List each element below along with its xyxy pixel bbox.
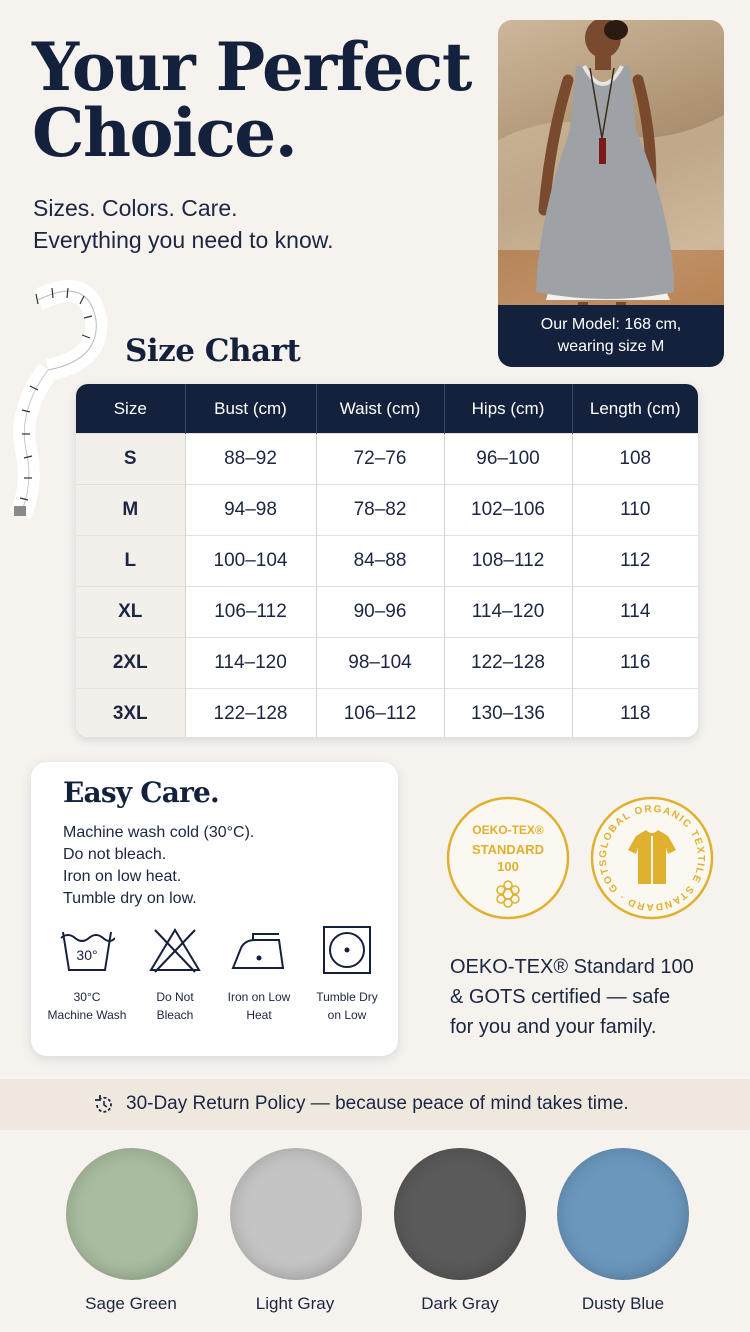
label-line: 30°C — [73, 990, 101, 1004]
care-line: Do not bleach. — [63, 846, 167, 863]
care-item-wash — [43, 926, 131, 1024]
subtitle-line-2: Everything you need to know. — [33, 227, 334, 253]
swatch-label: Light Gray — [255, 1294, 335, 1313]
return-policy-text: 30-Day Return Policy — because peace of mind takes time. — [126, 1093, 629, 1114]
bust-cell: 88–92 — [185, 434, 316, 485]
length-cell: 112 — [572, 536, 698, 587]
model-caption-line-1: Our Model: 168 cm, — [540, 316, 682, 333]
header-bust: Bust (cm) — [185, 384, 316, 434]
gots-ring-text: GLOBAL ORGANIC TEXTILE STANDARD · GOTS — [597, 803, 707, 913]
model-caption-line-2: wearing size M — [557, 338, 665, 355]
title-line-1: Your Perfect — [32, 28, 471, 106]
page-title — [32, 28, 471, 172]
header-length: Length (cm) — [572, 384, 698, 434]
hips-cell: 102–106 — [444, 485, 572, 536]
table-row — [76, 485, 698, 536]
oeko-line-2: STANDARD — [472, 842, 544, 857]
label-line: on Low — [327, 1008, 367, 1022]
care-icon-label — [43, 988, 131, 1024]
bust-cell: 114–120 — [185, 638, 316, 689]
waist-cell: 98–104 — [316, 638, 444, 689]
bust-cell: 106–112 — [185, 587, 316, 638]
care-icon-label — [215, 988, 303, 1024]
hips-cell: 130–136 — [444, 689, 572, 738]
length-cell: 114 — [572, 587, 698, 638]
care-title: Easy Care. — [63, 776, 220, 809]
length-cell: 116 — [572, 638, 698, 689]
care-line: Tumble dry on low. — [63, 890, 197, 907]
table-row — [76, 536, 698, 587]
care-item-iron — [215, 926, 303, 1024]
size-chart-title: Size Chart — [125, 333, 301, 369]
size-cell: M — [76, 485, 185, 536]
size-cell: L — [76, 536, 185, 587]
model-caption — [498, 305, 724, 367]
care-icon-label — [303, 988, 391, 1024]
bust-cell: 100–104 — [185, 536, 316, 587]
care-item-dry — [303, 926, 391, 1024]
hips-cell: 96–100 — [444, 434, 572, 485]
waist-cell: 72–76 — [316, 434, 444, 485]
length-cell: 118 — [572, 689, 698, 738]
model-photo — [498, 20, 724, 367]
bust-cell: 94–98 — [185, 485, 316, 536]
swatch-dusty-blue[interactable] — [557, 1148, 689, 1280]
label-line: Do Not — [156, 990, 194, 1004]
swatch-label: Sage Green — [85, 1294, 177, 1313]
size-cell: 3XL — [76, 689, 185, 738]
bust-cell: 122–128 — [185, 689, 316, 738]
cert-line-3: for you and your family. — [450, 1016, 657, 1038]
table-row — [76, 587, 698, 638]
subtitle — [33, 192, 333, 256]
label-line: Bleach — [156, 1008, 194, 1022]
wash-temp-text: 30° — [76, 947, 98, 963]
swatch-label: Dusty Blue — [581, 1294, 665, 1313]
table-row — [76, 638, 698, 689]
hips-cell: 122–128 — [444, 638, 572, 689]
oeko-tex-badge-icon — [446, 796, 570, 920]
swatch-sage-green[interactable] — [66, 1148, 198, 1280]
tumble-dry-low-icon — [319, 926, 375, 974]
oeko-line-3: 100 — [497, 859, 519, 874]
cert-line-2: & GOTS certified — safe — [450, 986, 671, 1008]
return-policy-banner — [0, 1079, 750, 1130]
title-line-2: Choice. — [32, 94, 297, 172]
header-size: Size — [76, 384, 185, 434]
swatch-light-gray[interactable] — [230, 1148, 362, 1280]
certification-text — [450, 952, 740, 1042]
header-hips: Hips (cm) — [444, 384, 572, 434]
label-line: Heat — [246, 1008, 272, 1022]
care-item-bleach — [131, 926, 219, 1024]
size-chart-table — [76, 384, 698, 737]
gots-badge-icon — [590, 796, 714, 920]
subtitle-line-1: Sizes. Colors. Care. — [33, 195, 238, 221]
label-line: Tumble Dry — [316, 990, 378, 1004]
care-line: Iron on low heat. — [63, 868, 182, 885]
machine-wash-30-icon — [59, 926, 115, 974]
length-cell: 108 — [572, 434, 698, 485]
care-icon-label — [131, 988, 219, 1024]
label-line: Iron on Low — [227, 990, 291, 1004]
oeko-line-1: OEKO-TEX® — [472, 823, 544, 837]
waist-cell: 106–112 — [316, 689, 444, 738]
table-header-row — [76, 384, 698, 434]
size-cell: S — [76, 434, 185, 485]
return-cycle-icon — [93, 1094, 115, 1116]
waist-cell: 84–88 — [316, 536, 444, 587]
size-cell: 2XL — [76, 638, 185, 689]
hips-cell: 108–112 — [444, 536, 572, 587]
hips-cell: 114–120 — [444, 587, 572, 638]
size-cell: XL — [76, 587, 185, 638]
care-instructions — [63, 822, 254, 910]
header-waist: Waist (cm) — [316, 384, 444, 434]
swatch-dark-gray[interactable] — [394, 1148, 526, 1280]
label-line: Machine Wash — [47, 1008, 127, 1022]
swatch-label: Dark Gray — [421, 1294, 499, 1313]
iron-low-heat-icon — [229, 926, 289, 974]
care-line: Machine wash cold (30°C). — [63, 824, 255, 841]
length-cell: 110 — [572, 485, 698, 536]
cert-line-1: OEKO-TEX® Standard 100 — [450, 956, 694, 978]
waist-cell: 78–82 — [316, 485, 444, 536]
care-card — [31, 762, 398, 1056]
do-not-bleach-icon — [147, 926, 203, 974]
table-row — [76, 689, 698, 738]
table-row — [76, 434, 698, 485]
waist-cell: 90–96 — [316, 587, 444, 638]
